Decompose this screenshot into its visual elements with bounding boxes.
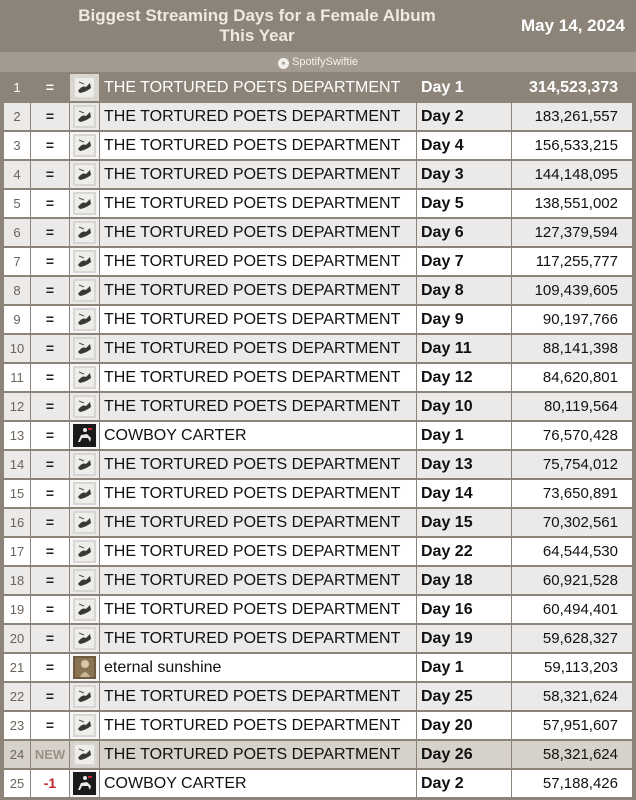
streams-cell: 60,921,528 bbox=[512, 567, 632, 594]
movement-cell: = bbox=[31, 393, 69, 420]
table-row[interactable] bbox=[0, 451, 636, 478]
table-row[interactable] bbox=[0, 74, 636, 101]
rank-cell: 8 bbox=[4, 277, 30, 304]
album-art-cell bbox=[70, 770, 99, 797]
movement-cell: = bbox=[31, 654, 69, 681]
streams-cell: 70,302,561 bbox=[512, 509, 632, 536]
album-cover-icon bbox=[73, 221, 96, 244]
album-cover-icon bbox=[73, 366, 96, 389]
album-art-cell bbox=[70, 364, 99, 391]
movement-cell: = bbox=[31, 103, 69, 130]
album-title: COWBOY CARTER bbox=[100, 422, 416, 449]
album-cover-icon bbox=[73, 134, 96, 157]
movement-cell: = bbox=[31, 683, 69, 710]
rank-cell: 7 bbox=[4, 248, 30, 275]
album-title: THE TORTURED POETS DEPARTMENT bbox=[100, 741, 416, 768]
album-title: THE TORTURED POETS DEPARTMENT bbox=[100, 480, 416, 507]
album-title: THE TORTURED POETS DEPARTMENT bbox=[100, 161, 416, 188]
day-cell: Day 12 bbox=[417, 364, 511, 391]
album-art-cell bbox=[70, 277, 99, 304]
day-cell: Day 2 bbox=[417, 103, 511, 130]
album-cover-icon bbox=[73, 772, 96, 795]
day-cell: Day 1 bbox=[417, 654, 511, 681]
album-cover-icon bbox=[73, 337, 96, 360]
table-row[interactable] bbox=[0, 335, 636, 362]
table-row[interactable] bbox=[0, 770, 636, 797]
streams-cell: 60,494,401 bbox=[512, 596, 632, 623]
streams-cell: 76,570,428 bbox=[512, 422, 632, 449]
album-art-cell bbox=[70, 422, 99, 449]
album-cover-icon bbox=[73, 453, 96, 476]
day-cell: Day 26 bbox=[417, 741, 511, 768]
movement-cell: = bbox=[31, 480, 69, 507]
album-title: THE TORTURED POETS DEPARTMENT bbox=[100, 683, 416, 710]
movement-cell: = bbox=[31, 567, 69, 594]
rank-cell: 10 bbox=[4, 335, 30, 362]
album-cover-icon bbox=[73, 105, 96, 128]
movement-cell: = bbox=[31, 335, 69, 362]
page-title bbox=[4, 6, 510, 46]
day-cell: Day 7 bbox=[417, 248, 511, 275]
movement-cell: = bbox=[31, 277, 69, 304]
table-row[interactable] bbox=[0, 712, 636, 739]
rank-cell: 3 bbox=[4, 132, 30, 159]
streams-cell: 59,628,327 bbox=[512, 625, 632, 652]
rank-cell: 16 bbox=[4, 509, 30, 536]
table-row[interactable] bbox=[0, 741, 636, 768]
album-art-cell bbox=[70, 335, 99, 362]
album-title: THE TORTURED POETS DEPARTMENT bbox=[100, 596, 416, 623]
day-cell: Day 16 bbox=[417, 596, 511, 623]
album-art-cell bbox=[70, 567, 99, 594]
album-art-cell bbox=[70, 596, 99, 623]
album-cover-icon bbox=[73, 656, 96, 679]
streams-cell: 183,261,557 bbox=[512, 103, 632, 130]
rank-cell: 5 bbox=[4, 190, 30, 217]
movement-cell: = bbox=[31, 509, 69, 536]
table-row[interactable] bbox=[0, 654, 636, 681]
album-title: THE TORTURED POETS DEPARTMENT bbox=[100, 335, 416, 362]
album-title: THE TORTURED POETS DEPARTMENT bbox=[100, 712, 416, 739]
album-art-cell bbox=[70, 306, 99, 333]
album-title: THE TORTURED POETS DEPARTMENT bbox=[100, 248, 416, 275]
rank-cell: 2 bbox=[4, 103, 30, 130]
day-cell: Day 5 bbox=[417, 190, 511, 217]
album-cover-icon bbox=[73, 76, 96, 99]
day-cell: Day 2 bbox=[417, 770, 511, 797]
album-title: THE TORTURED POETS DEPARTMENT bbox=[100, 306, 416, 333]
movement-cell: = bbox=[31, 74, 69, 101]
day-cell: Day 3 bbox=[417, 161, 511, 188]
album-art-cell bbox=[70, 509, 99, 536]
table-row[interactable] bbox=[0, 683, 636, 710]
album-cover-icon bbox=[73, 540, 96, 563]
rank-cell: 12 bbox=[4, 393, 30, 420]
album-art-cell bbox=[70, 393, 99, 420]
streams-cell: 64,544,530 bbox=[512, 538, 632, 565]
album-title: THE TORTURED POETS DEPARTMENT bbox=[100, 132, 416, 159]
album-title: THE TORTURED POETS DEPARTMENT bbox=[100, 625, 416, 652]
streams-cell: 57,188,426 bbox=[512, 770, 632, 797]
rank-cell: 20 bbox=[4, 625, 30, 652]
streams-cell: 58,321,624 bbox=[512, 741, 632, 768]
album-cover-icon bbox=[73, 163, 96, 186]
movement-cell: = bbox=[31, 451, 69, 478]
rank-cell: 1 bbox=[4, 74, 30, 101]
day-cell: Day 11 bbox=[417, 335, 511, 362]
streams-cell: 127,379,594 bbox=[512, 219, 632, 246]
album-cover-icon bbox=[73, 743, 96, 766]
day-cell: Day 14 bbox=[417, 480, 511, 507]
album-title: COWBOY CARTER bbox=[100, 770, 416, 797]
movement-cell: = bbox=[31, 219, 69, 246]
rank-cell: 6 bbox=[4, 219, 30, 246]
album-title: THE TORTURED POETS DEPARTMENT bbox=[100, 509, 416, 536]
day-cell: Day 9 bbox=[417, 306, 511, 333]
table-row[interactable] bbox=[0, 596, 636, 623]
streams-cell: 80,119,564 bbox=[512, 393, 632, 420]
day-cell: Day 8 bbox=[417, 277, 511, 304]
movement-cell: = bbox=[31, 712, 69, 739]
credit-bar bbox=[0, 52, 636, 72]
movement-cell: = bbox=[31, 422, 69, 449]
album-cover-icon bbox=[73, 598, 96, 621]
day-cell: Day 22 bbox=[417, 538, 511, 565]
rank-cell: 14 bbox=[4, 451, 30, 478]
rank-cell: 9 bbox=[4, 306, 30, 333]
day-cell: Day 25 bbox=[417, 683, 511, 710]
album-art-cell bbox=[70, 103, 99, 130]
album-art-cell bbox=[70, 451, 99, 478]
rank-cell: 22 bbox=[4, 683, 30, 710]
streams-cell: 84,620,801 bbox=[512, 364, 632, 391]
album-cover-icon bbox=[73, 569, 96, 592]
rank-cell: 24 bbox=[4, 741, 30, 768]
rank-cell: 15 bbox=[4, 480, 30, 507]
table-row[interactable] bbox=[0, 132, 636, 159]
title-line-2: This Year bbox=[219, 26, 295, 45]
streams-cell: 73,650,891 bbox=[512, 480, 632, 507]
streams-cell: 57,951,607 bbox=[512, 712, 632, 739]
rank-cell: 19 bbox=[4, 596, 30, 623]
album-title: THE TORTURED POETS DEPARTMENT bbox=[100, 393, 416, 420]
day-cell: Day 6 bbox=[417, 219, 511, 246]
movement-cell: = bbox=[31, 538, 69, 565]
rank-cell: 4 bbox=[4, 161, 30, 188]
album-cover-icon bbox=[73, 627, 96, 650]
table-row[interactable] bbox=[0, 422, 636, 449]
album-art-cell bbox=[70, 538, 99, 565]
movement-cell: = bbox=[31, 596, 69, 623]
table-row[interactable] bbox=[0, 277, 636, 304]
rank-cell: 23 bbox=[4, 712, 30, 739]
rank-cell: 11 bbox=[4, 364, 30, 391]
table-row[interactable] bbox=[0, 248, 636, 275]
album-title: THE TORTURED POETS DEPARTMENT bbox=[100, 277, 416, 304]
table-row[interactable] bbox=[0, 103, 636, 130]
table-row[interactable] bbox=[0, 509, 636, 536]
album-cover-icon bbox=[73, 424, 96, 447]
day-cell: Day 15 bbox=[417, 509, 511, 536]
album-art-cell bbox=[70, 625, 99, 652]
movement-cell: = bbox=[31, 306, 69, 333]
album-cover-icon bbox=[73, 482, 96, 505]
table-row[interactable] bbox=[0, 480, 636, 507]
streams-cell: 88,141,398 bbox=[512, 335, 632, 362]
rank-cell: 17 bbox=[4, 538, 30, 565]
streams-cell: 59,113,203 bbox=[512, 654, 632, 681]
title-line-1: Biggest Streaming Days for a Female Album bbox=[78, 6, 436, 25]
movement-cell: = bbox=[31, 364, 69, 391]
album-title: THE TORTURED POETS DEPARTMENT bbox=[100, 219, 416, 246]
album-title: THE TORTURED POETS DEPARTMENT bbox=[100, 538, 416, 565]
album-cover-icon bbox=[73, 250, 96, 273]
album-art-cell bbox=[70, 74, 99, 101]
album-cover-icon bbox=[73, 714, 96, 737]
credit-handle[interactable]: SpotifySwiftie bbox=[291, 56, 359, 68]
album-art-cell bbox=[70, 132, 99, 159]
streams-cell: 144,148,095 bbox=[512, 161, 632, 188]
streams-cell: 156,533,215 bbox=[512, 132, 632, 159]
album-cover-icon bbox=[73, 395, 96, 418]
day-cell: Day 1 bbox=[417, 74, 511, 101]
streams-cell: 117,255,777 bbox=[512, 248, 632, 275]
album-cover-icon bbox=[73, 511, 96, 534]
album-title: THE TORTURED POETS DEPARTMENT bbox=[100, 103, 416, 130]
movement-cell: = bbox=[31, 161, 69, 188]
streams-cell: 58,321,624 bbox=[512, 683, 632, 710]
streams-cell: 109,439,605 bbox=[512, 277, 632, 304]
album-title: THE TORTURED POETS DEPARTMENT bbox=[100, 451, 416, 478]
rank-cell: 13 bbox=[4, 422, 30, 449]
day-cell: Day 1 bbox=[417, 422, 511, 449]
rank-cell: 18 bbox=[4, 567, 30, 594]
table-row[interactable] bbox=[0, 538, 636, 565]
table-row[interactable] bbox=[0, 625, 636, 652]
album-art-cell bbox=[70, 248, 99, 275]
album-art-cell bbox=[70, 683, 99, 710]
twitter-bird-icon: ✶ bbox=[278, 58, 289, 69]
movement-cell: = bbox=[31, 625, 69, 652]
album-art-cell bbox=[70, 219, 99, 246]
album-art-cell bbox=[70, 480, 99, 507]
table-row[interactable] bbox=[0, 567, 636, 594]
table-row[interactable] bbox=[0, 219, 636, 246]
rank-cell: 21 bbox=[4, 654, 30, 681]
album-art-cell bbox=[70, 654, 99, 681]
album-art-cell bbox=[70, 161, 99, 188]
album-cover-icon bbox=[73, 685, 96, 708]
table-row[interactable] bbox=[0, 306, 636, 333]
album-cover-icon bbox=[73, 279, 96, 302]
movement-cell: = bbox=[31, 190, 69, 217]
movement-cell: -1 bbox=[31, 770, 69, 797]
album-title: THE TORTURED POETS DEPARTMENT bbox=[100, 364, 416, 391]
table-row[interactable] bbox=[0, 161, 636, 188]
table-row[interactable] bbox=[0, 190, 636, 217]
album-art-cell bbox=[70, 741, 99, 768]
day-cell: Day 10 bbox=[417, 393, 511, 420]
day-cell: Day 18 bbox=[417, 567, 511, 594]
streams-cell: 75,754,012 bbox=[512, 451, 632, 478]
movement-cell: NEW bbox=[31, 741, 69, 768]
album-title: THE TORTURED POETS DEPARTMENT bbox=[100, 74, 416, 101]
header bbox=[0, 0, 636, 52]
album-art-cell bbox=[70, 190, 99, 217]
album-cover-icon bbox=[73, 308, 96, 331]
streams-cell: 90,197,766 bbox=[512, 306, 632, 333]
day-cell: Day 20 bbox=[417, 712, 511, 739]
table-row[interactable] bbox=[0, 364, 636, 391]
album-title: eternal sunshine bbox=[100, 654, 416, 681]
album-title: THE TORTURED POETS DEPARTMENT bbox=[100, 190, 416, 217]
day-cell: Day 19 bbox=[417, 625, 511, 652]
movement-cell: = bbox=[31, 132, 69, 159]
streams-cell: 314,523,373 bbox=[512, 74, 632, 101]
streams-cell: 138,551,002 bbox=[512, 190, 632, 217]
movement-cell: = bbox=[31, 248, 69, 275]
album-cover-icon bbox=[73, 192, 96, 215]
day-cell: Day 13 bbox=[417, 451, 511, 478]
rank-cell: 25 bbox=[4, 770, 30, 797]
album-title: THE TORTURED POETS DEPARTMENT bbox=[100, 567, 416, 594]
chart-date: May 14, 2024 bbox=[521, 16, 625, 35]
table-row[interactable] bbox=[0, 393, 636, 420]
day-cell: Day 4 bbox=[417, 132, 511, 159]
album-art-cell bbox=[70, 712, 99, 739]
